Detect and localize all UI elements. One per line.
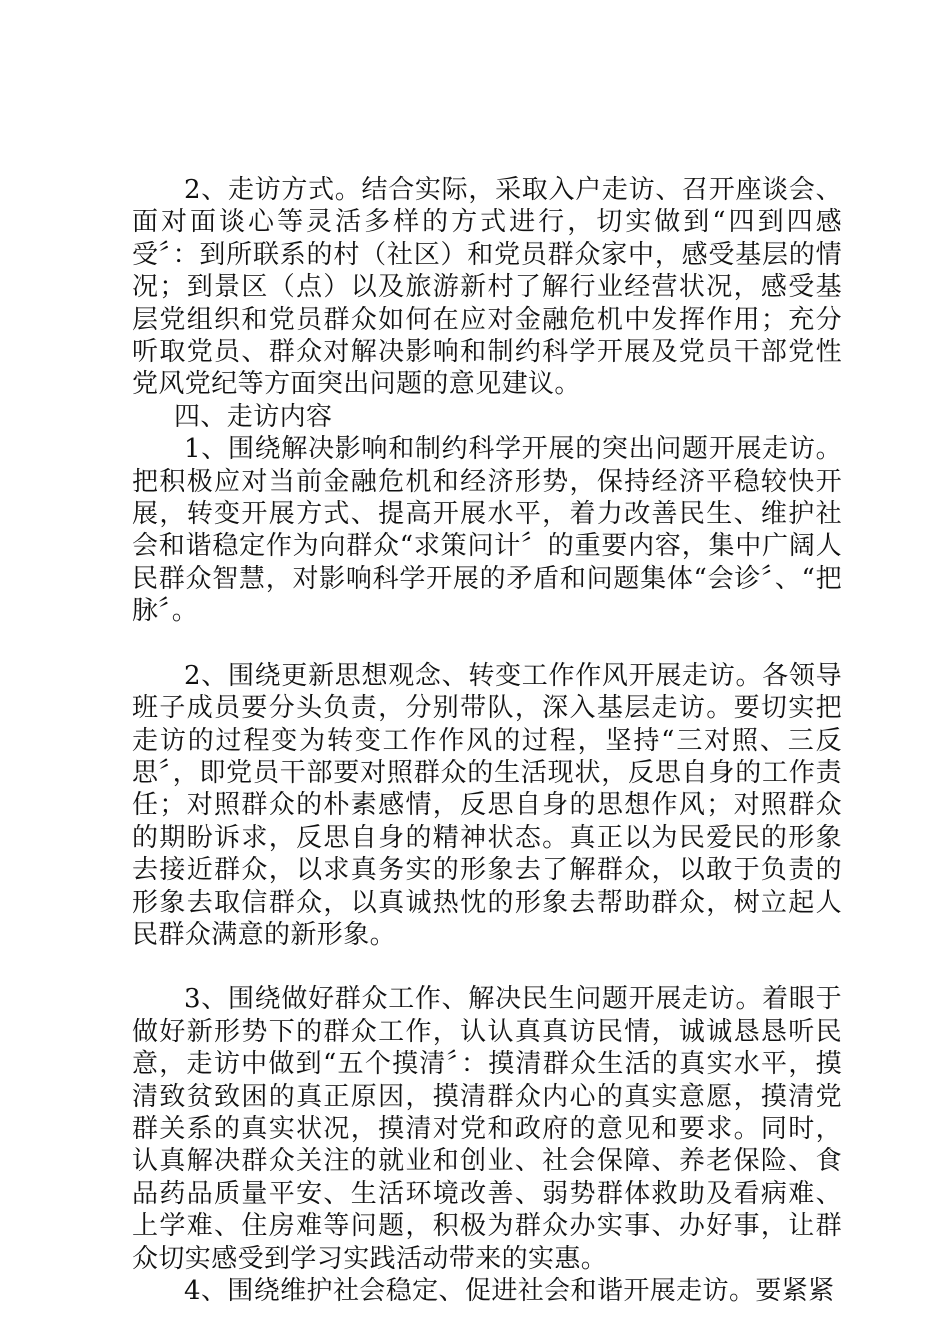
document-body — [132, 174, 842, 1307]
paragraph-item-3: 3、围绕做好群众工作、解决民生问题开展走访。着眼于做好新形势下的群众工作，认认真真访民情，诚诚恳恳听民意，走访中做到“五个摸清〞：摸清群众生活的真实水平，摸清致贫致困的真正原因，摸清群众内心的真实意愿，摸清党群关系的真实状况，摸清对党和政府的意见和要求。同时，认真解决群众关注的就业和创业、社会保障、养老保险、食品药品质量平安、生活环境改善、弱势群体救助及看病难、上学难、住房难等问题，积极为群众办实事、办好事，让群众切实感受到学习实践活动带来的实惠。 — [132, 984, 842, 1274]
paragraph-visit-method: 2、走访方式。结合实际，采取入户走访、召开座谈会、面对面谈心等灵活多样的方式进行，切实做到“四到四感受〞：到所联系的村（社区）和党员群众家中，感受基层的情况；到景区（点）以及旅游新村了解行业经营状况，感受基层党组织和党员群众如何在应对金融危机中发挥作用；充分听取党员、群众对解决影响和制约科学开展及党员干部党性党风党纪等方面突出问题的意见建议。 — [132, 175, 842, 400]
section-heading-visit-content: 四、走访内容 — [174, 401, 333, 432]
paragraph-item-4: 4、围绕维护社会稳定、促进社会和谐开展走访。要紧紧 — [184, 1276, 835, 1306]
paragraph-item-2: 2、围绕更新思想观念、转变工作作风开展走访。各领导班子成员要分头负责，分别带队，深入基层走访。要切实把走访的过程变为转变工作作风的过程，坚持“三对照、三反思〞，即党员干部要对照群众的生活现状，反思自身的工作责任；对照群众的朴素感情，反思自身的思想作风；对照群众的期盼诉求，反思自身的精神状态。真正以为民爱民的形象去接近群众，以求真务实的形象去了解群众，以敢于负责的形象去取信群众，以真诚热忱的形象去帮助群众，树立起人民群众满意的新形象。 — [132, 660, 842, 950]
paragraph-item-1: 1、围绕解决影响和制约科学开展的突出问题开展走访。把积极应对当前金融危机和经济形势，保持经济平稳较快开展，转变开展方式、提高开展水平，着力改善民生、维护社会和谐稳定作为向群众“求策问计〞的重要内容，集中广阔人民群众智慧，对影响科学开展的矛盾和问题集体“会诊〞、“把脉〞。 — [132, 434, 842, 627]
